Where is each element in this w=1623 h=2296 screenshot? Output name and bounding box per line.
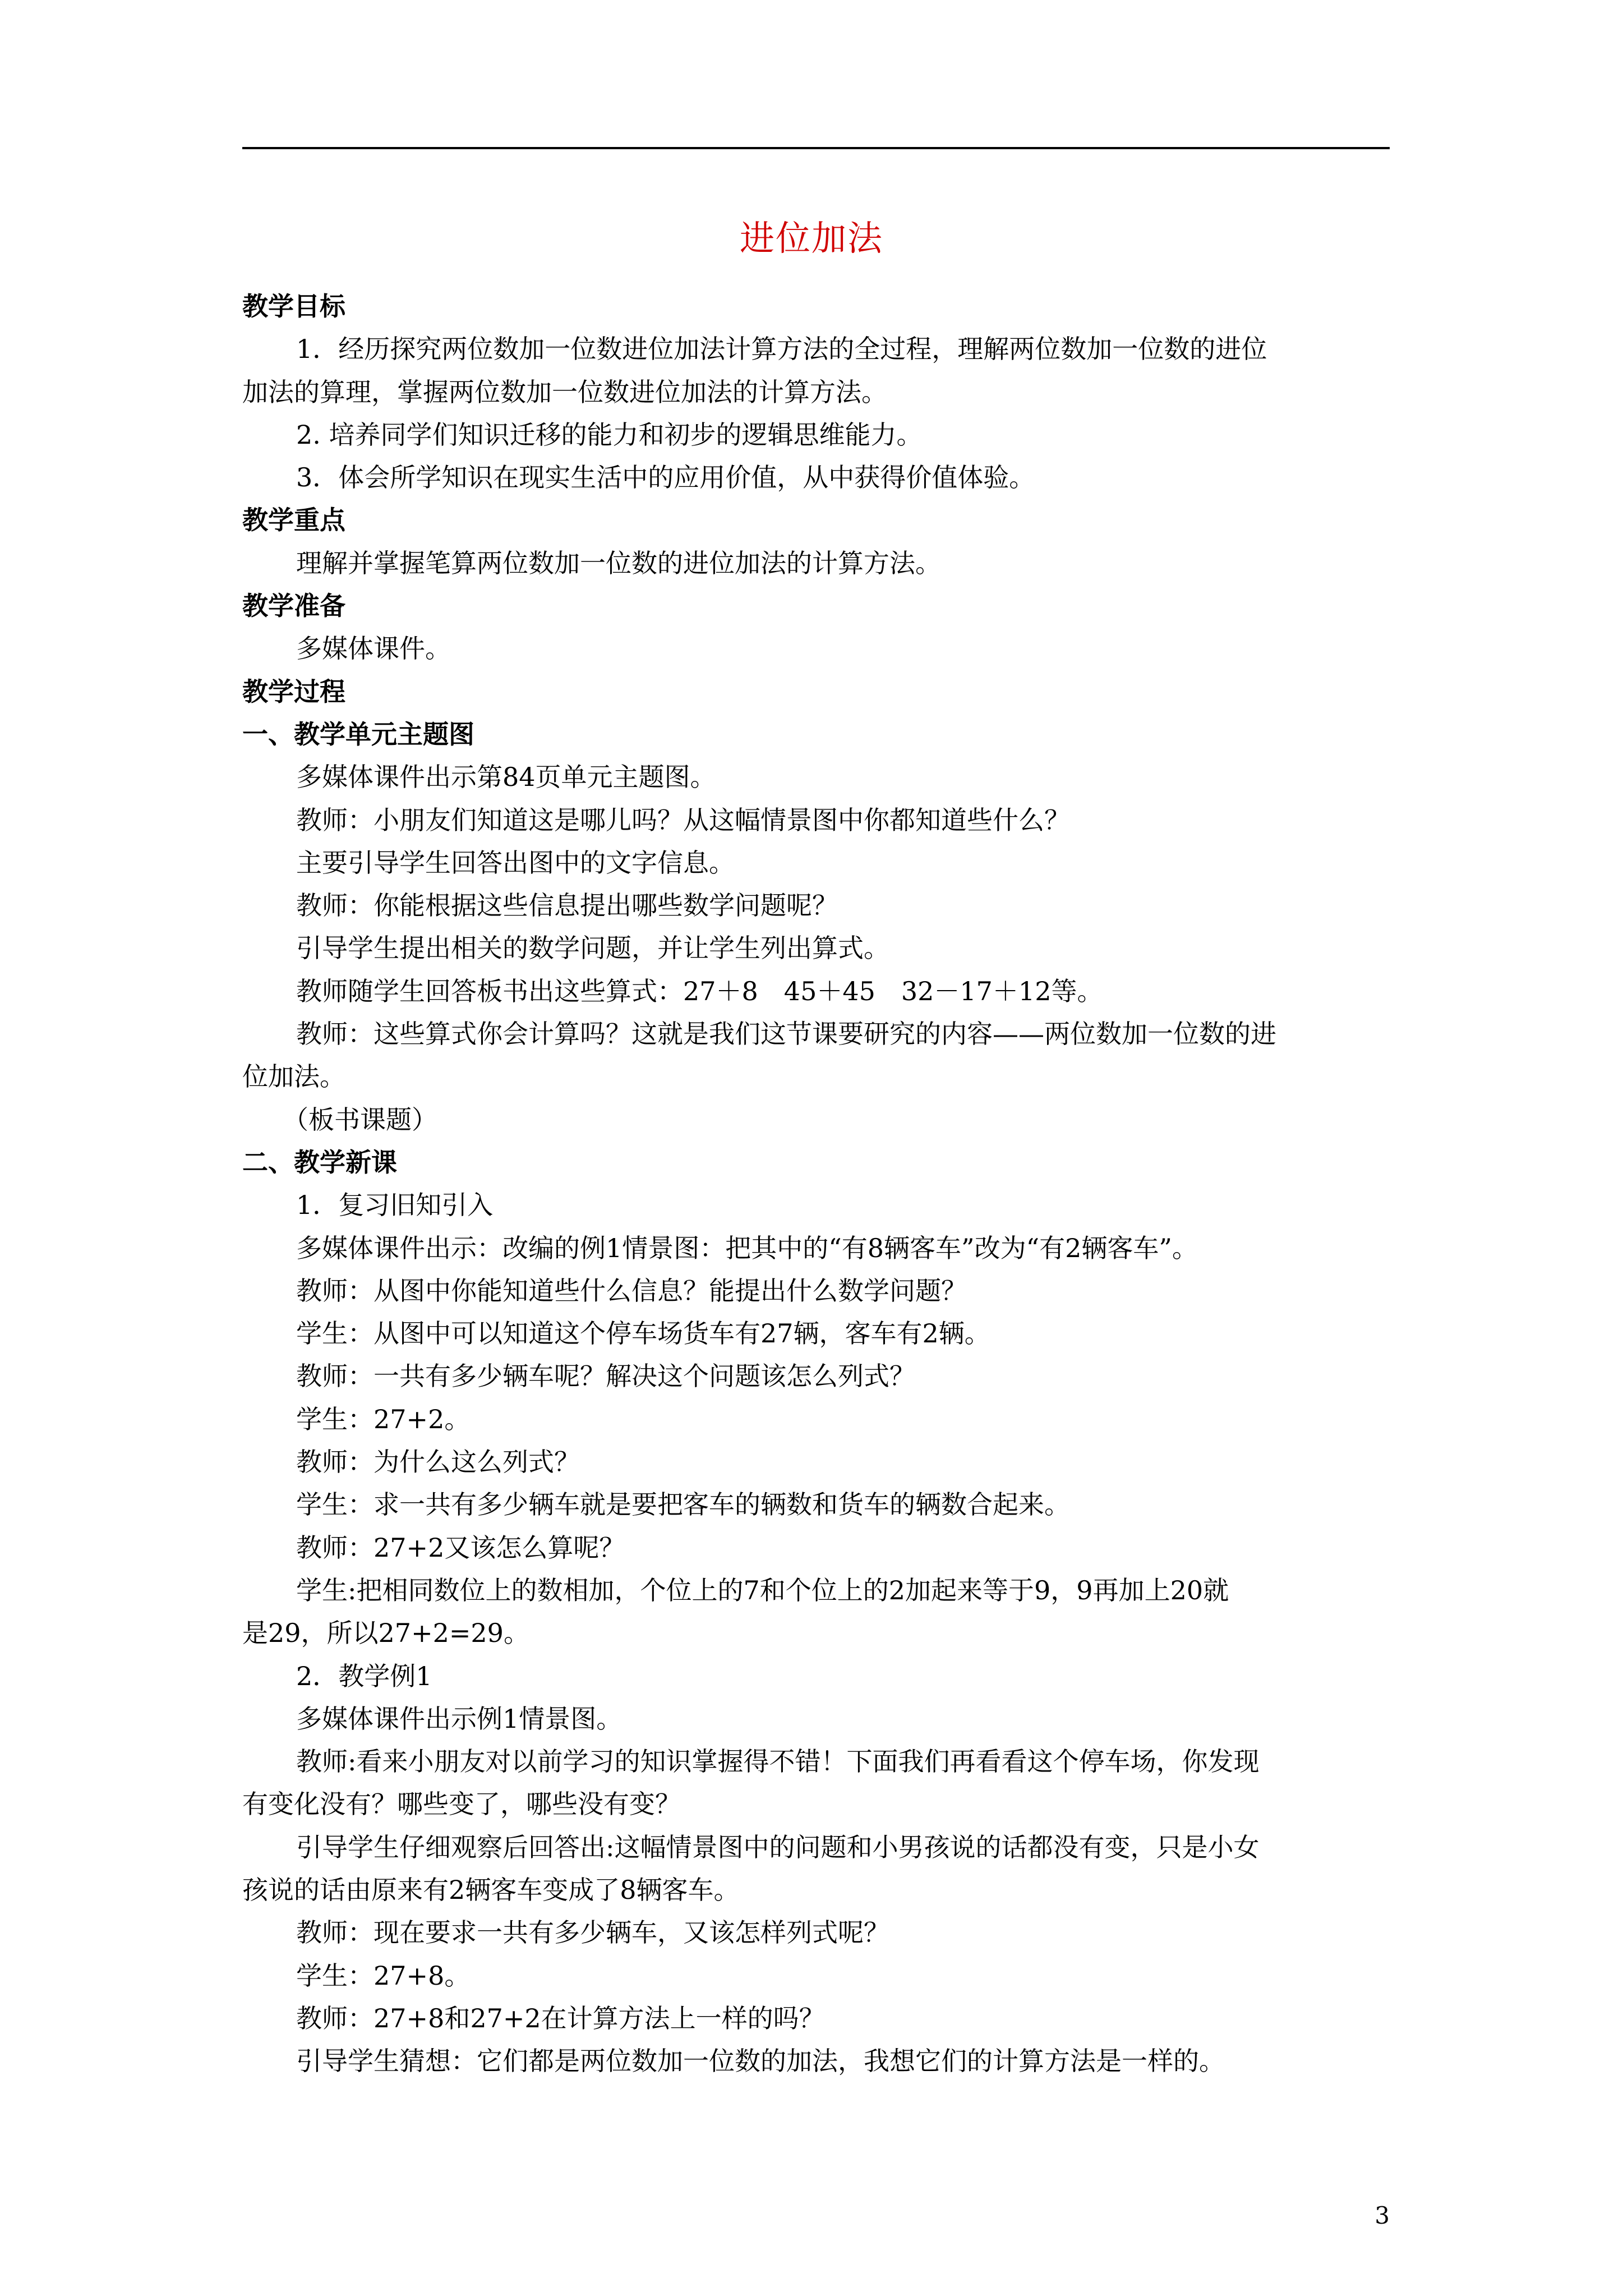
- text-line: 引导学生猜想：它们都是两位数加一位数的加法，我想它们的计算方法是一样的。: [296, 2046, 1225, 2077]
- text-line: （板书课题）: [283, 1104, 437, 1135]
- text-line: 孩说的话由原来有2辆客车变成了8辆客车。: [242, 1874, 740, 1905]
- text-line: 多媒体课件。: [296, 633, 451, 664]
- text-line: 教师：一共有多少辆车呢？解决这个问题该怎么列式？: [296, 1361, 915, 1392]
- text-line: 教师：为什么这么列式？: [296, 1447, 580, 1478]
- text-line: 2. 培养同学们知识迁移的能力和初步的逻辑思维能力。: [296, 419, 923, 450]
- text-line: 学生：求一共有多少辆车就是要把客车的辆数和货车的辆数合起来。: [296, 1489, 1070, 1520]
- header-rule: [242, 147, 1390, 149]
- text-line: 学生:把相同数位上的数相加，个位上的7和个位上的2加起来等于9，9再加上20就: [296, 1575, 1229, 1605]
- text-line: 教师：27+2又该怎么算呢？: [296, 1532, 625, 1563]
- text-line: 学生：从图中可以知道这个停车场货车有27辆，客车有2辆。: [296, 1318, 990, 1349]
- text-line: 有变化没有？哪些变了，哪些没有变？: [242, 1789, 681, 1820]
- text-line: 是29，所以27+2=29。: [242, 1618, 529, 1649]
- text-line: 主要引导学生回答出图中的文字信息。: [296, 847, 735, 878]
- section-heading: 教学重点: [242, 505, 345, 536]
- section-heading: 教学过程: [242, 676, 345, 707]
- document-body: [242, 285, 1390, 2082]
- text-line: 教师：小朋友们知道这是哪儿吗？从这幅情景图中你都知道些什么？: [296, 804, 1070, 835]
- text-line: 理解并掌握笔算两位数加一位数的进位加法的计算方法。: [296, 547, 941, 578]
- text-line: 教师:看来小朋友对以前学习的知识掌握得不错！下面我们再看看这个停车场，你发现: [296, 1746, 1260, 1777]
- section-heading: 二、教学新课: [242, 1147, 397, 1177]
- text-line: 1．复习旧知引入: [296, 1190, 494, 1221]
- text-line: 3．体会所学知识在现实生活中的应用价值，从中获得价值体验。: [296, 462, 1035, 493]
- text-line: 位加法。: [242, 1061, 345, 1092]
- text-line: 引导学生仔细观察后回答出:这幅情景图中的问题和小男孩说的话都没有变，只是小女: [296, 1832, 1260, 1862]
- document-title: 进位加法: [739, 218, 883, 259]
- text-line: 多媒体课件出示例1情景图。: [296, 1703, 623, 1734]
- text-line: 教师随学生回答板书出这些算式：27＋8 45＋45 32－17＋12等。: [296, 976, 1103, 1006]
- text-line: 学生：27+8。: [296, 1960, 471, 1991]
- page-number: 3: [1375, 2202, 1390, 2229]
- section-heading: 一、教学单元主题图: [242, 719, 474, 749]
- text-line: 教师：27+8和27+2在计算方法上一样的吗？: [296, 2003, 825, 2033]
- text-line: 多媒体课件出示：改编的例1情景图：把其中的“有8辆客车”改为“有2辆客车”。: [296, 1232, 1198, 1263]
- text-line: 教师：这些算式你会计算吗？这就是我们这节课要研究的内容——两位数加一位数的进: [296, 1019, 1276, 1050]
- text-line: 教师：从图中你能知道些什么信息？能提出什么数学问题？: [296, 1275, 967, 1306]
- section-heading: 教学目标: [242, 291, 345, 321]
- section-heading: 教学准备: [242, 591, 345, 622]
- text-line: 学生：27+2。: [296, 1404, 471, 1434]
- text-line: 1．经历探究两位数加一位数进位加法计算方法的全过程，理解两位数加一位数的进位: [296, 334, 1267, 365]
- text-line: 加法的算理，掌握两位数加一位数进位加法的计算方法。: [242, 376, 887, 407]
- text-line: 教师：现在要求一共有多少辆车，又该怎样列式呢？: [296, 1917, 889, 1948]
- text-line: 2．教学例1: [296, 1660, 432, 1691]
- text-line: 引导学生提出相关的数学问题，并让学生列出算式。: [296, 933, 889, 964]
- text-line: 教师：你能根据这些信息提出哪些数学问题呢？: [296, 890, 838, 921]
- text-line: 多媒体课件出示第84页单元主题图。: [296, 762, 716, 793]
